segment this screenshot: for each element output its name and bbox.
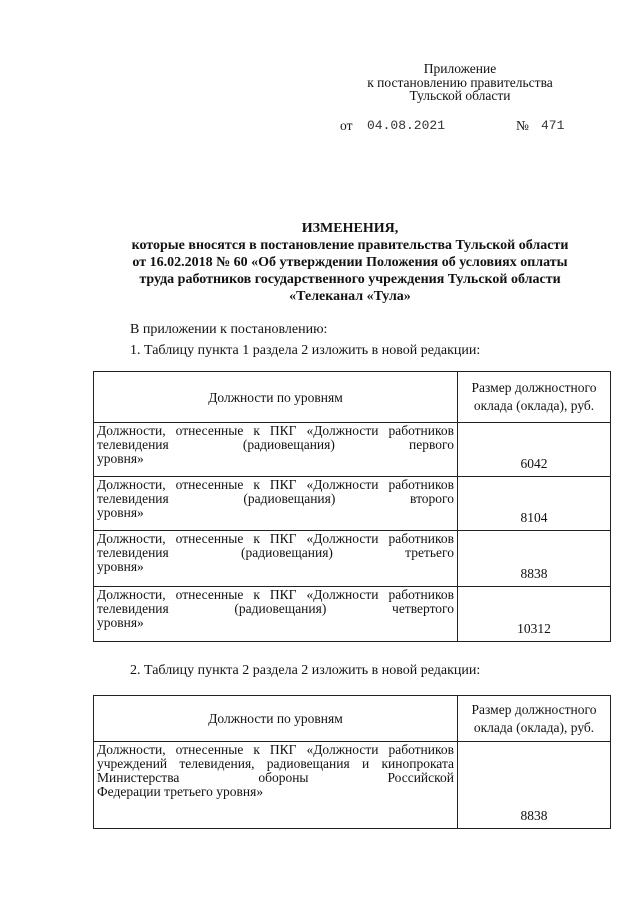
salary-cell: 8838 xyxy=(458,531,611,587)
heading-line-4: «Телеканал «Тула» xyxy=(289,289,411,304)
approval-line-1: Приложение xyxy=(423,61,497,76)
table-row xyxy=(94,587,611,642)
intro-paragraph: В приложении к постановлению: xyxy=(130,322,328,337)
document-heading xyxy=(90,220,610,305)
header-positions: Должности по уровням xyxy=(94,696,458,742)
salary-cell: 8104 xyxy=(458,477,611,531)
item-2-paragraph: 2. Таблицу пункта 2 раздела 2 изложить в новой редакции: xyxy=(130,663,481,678)
position-cell: Должности, отнесенные к ПКГ «Должности работников телевидения (радиовещания) второго уровня» xyxy=(94,477,458,531)
heading-line-3: труда работников государственного учреждения Тульской области xyxy=(139,272,561,287)
document-number: 471 xyxy=(541,118,565,133)
salary-cell: 8838 xyxy=(458,742,611,829)
document-date: 04.08.2021 xyxy=(367,118,446,133)
header-salary: Размер должностного оклада (оклада), руб. xyxy=(458,372,611,423)
heading-title: ИЗМЕНЕНИЯ, xyxy=(301,221,399,236)
approval-block xyxy=(325,62,595,103)
table-row xyxy=(94,742,611,829)
from-label: от xyxy=(340,118,353,133)
salary-cell: 10312 xyxy=(458,587,611,642)
heading-line-1: которые вносятся в постановление правительства Тульской области xyxy=(131,238,569,253)
position-cell: Должности, отнесенные к ПКГ «Должности работников учреждений телевидения, радиовещания и кинопроката Министерства обороны Российской Федерации третьего уровня» xyxy=(94,742,458,829)
header-positions: Должности по уровням xyxy=(94,372,458,423)
approval-line-2: к постановлению правительства xyxy=(367,74,553,90)
table-row xyxy=(94,531,611,587)
header-salary: Размер должностного оклада (оклада), руб. xyxy=(458,696,611,742)
table-2 xyxy=(93,695,611,829)
position-cell: Должности, отнесенные к ПКГ «Должности работников телевидения (радиовещания) третьего уровня» xyxy=(94,531,458,587)
table-header-row xyxy=(94,696,611,742)
approval-line-3: Тульской области xyxy=(409,88,511,103)
heading-line-2: от 16.02.2018 № 60 «Об утверждении Положения об условиях оплаты xyxy=(132,255,568,270)
table-row xyxy=(94,477,611,531)
item-1-paragraph: 1. Таблицу пункта 1 раздела 2 изложить в новой редакции: xyxy=(130,343,481,358)
position-cell: Должности, отнесенные к ПКГ «Должности работников телевидения (радиовещания) первого уровня» xyxy=(94,423,458,477)
table-1 xyxy=(93,371,611,642)
position-cell: Должности, отнесенные к ПКГ «Должности работников телевидения (радиовещания) четвертого уровня» xyxy=(94,587,458,642)
number-label: № xyxy=(516,118,529,133)
salary-cell: 6042 xyxy=(458,423,611,477)
table-header-row xyxy=(94,372,611,423)
table-row xyxy=(94,423,611,477)
